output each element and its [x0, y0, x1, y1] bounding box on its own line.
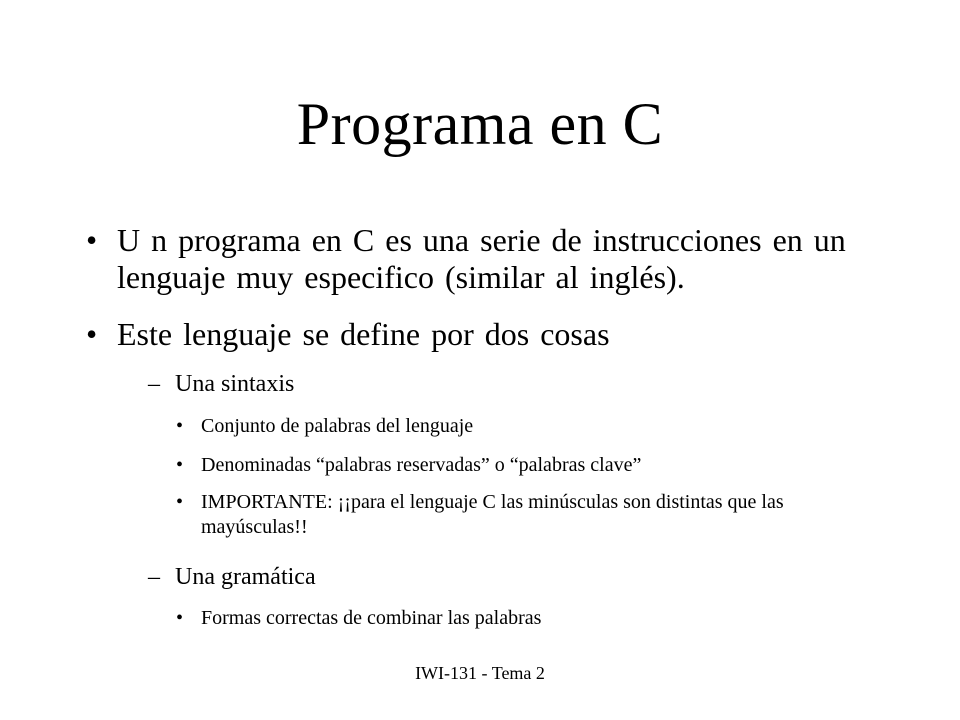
slide-footer: IWI-131 - Tema 2	[415, 663, 545, 683]
dash-marker: –	[148, 564, 160, 590]
detail-text: IMPORTANTE: ¡¡para el lenguaje C las minúsculas son distintas que las mayúsculas!!	[201, 491, 784, 538]
sub-bullet-text: Una sintaxis	[175, 371, 295, 397]
bullet-marker: •	[176, 454, 184, 476]
detail-item-reserved-words	[176, 453, 856, 478]
bullet-marker: •	[176, 415, 184, 437]
bullet-item-program-definition	[86, 222, 876, 296]
slide-title: Programa en C	[296, 91, 664, 157]
bullet-text: U n programa en C es una serie de instrucciones en un lenguaje muy especifico (similar al inglés).	[117, 222, 846, 295]
detail-text: Conjunto de palabras del lenguaje	[201, 415, 474, 437]
dash-marker: –	[148, 371, 160, 397]
detail-item-case-sensitivity	[176, 490, 856, 540]
sub-bullet-grammar	[148, 563, 316, 591]
sub-bullet-text: Una gramática	[175, 564, 316, 590]
sub-bullet-syntax	[148, 370, 294, 398]
bullet-marker: •	[86, 222, 98, 258]
bullet-marker: •	[176, 491, 184, 513]
bullet-marker: •	[176, 607, 184, 629]
detail-text: Formas correctas de combinar las palabras	[201, 607, 542, 629]
detail-item-word-set	[176, 414, 856, 439]
bullet-marker: •	[86, 316, 98, 352]
detail-item-word-combination	[176, 606, 856, 631]
bullet-text: Este lenguaje se define por dos cosas	[117, 316, 610, 352]
detail-text: Denominadas “palabras reservadas” o “palabras clave”	[201, 454, 642, 476]
bullet-item-language-definition	[86, 316, 876, 353]
